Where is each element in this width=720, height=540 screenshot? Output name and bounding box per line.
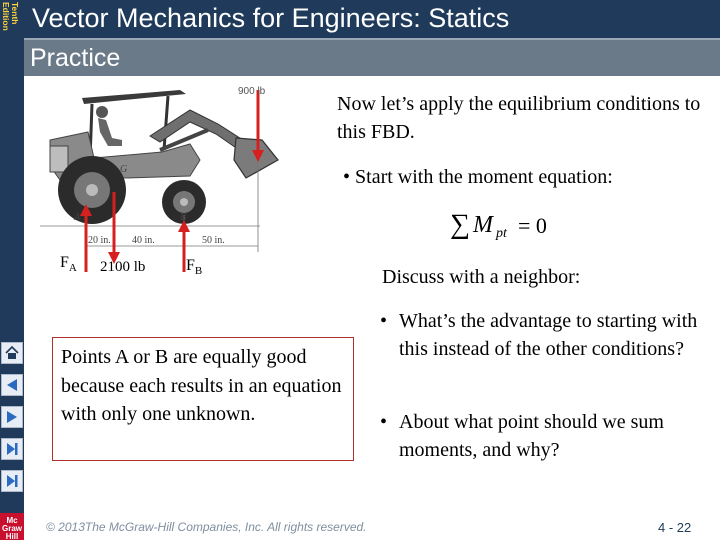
sidebar [0, 0, 24, 540]
next-button[interactable] [1, 438, 23, 460]
answer-note-box: Points A or B are equally good because each results in an equation with only one unknown. [52, 337, 354, 461]
publisher-logo-line-1: Mc [6, 516, 18, 525]
force-a-subscript: A [68, 262, 77, 275]
weight-label: 2100 lb [100, 259, 146, 275]
moment-equation [450, 208, 580, 248]
force-b-subscript: B [194, 265, 203, 278]
question-1-bullet: • [380, 310, 388, 332]
edition-line-1: Tenth [10, 2, 20, 25]
free-body-diagram [40, 80, 340, 280]
dimension-50: 50 in. [202, 235, 225, 246]
question-2-text: About what point should we sum moments, and why? [399, 411, 664, 461]
question-1 [380, 307, 710, 363]
page-number: 4 - 22 [658, 520, 692, 535]
dimension-40: 40 in. [132, 235, 155, 246]
force-a-symbol: F [60, 254, 69, 271]
load-label: 900 lb [238, 86, 266, 97]
tractor-illustration [40, 80, 340, 280]
question-2-bullet: • [380, 411, 388, 433]
moment-bullet-text: Start with the moment equation: [355, 166, 613, 188]
discuss-heading: Discuss with a neighbor: [382, 266, 581, 288]
home-icon [4, 345, 20, 361]
point-a-label: A [74, 212, 81, 223]
edition-label [1, 2, 21, 46]
question-1-text: What’s the advantage to starting with this instead of the other conditions? [399, 310, 698, 360]
force-a-label [60, 254, 77, 274]
dimension-20: 20 in. [88, 235, 111, 246]
force-b-label [186, 257, 202, 277]
page-title: Vector Mechanics for Engineers: Statics [32, 3, 510, 33]
publisher-logo-line-2: Graw [1, 524, 22, 533]
sigma-symbol: ∑ [450, 209, 470, 240]
edition-line-2: Edition [1, 2, 11, 31]
previous-icon [4, 377, 20, 393]
publisher-logo [0, 513, 24, 540]
copyright-notice: © 2013The McGraw-Hill Companies, Inc. All rights reserved. [46, 520, 367, 534]
home-button[interactable] [1, 342, 23, 364]
publisher-logo-line-3: Hill [5, 532, 19, 540]
moment-subscript: pt [496, 226, 507, 241]
question-2 [380, 408, 710, 464]
title-bar [24, 0, 720, 38]
moment-symbol: M [473, 212, 493, 238]
back-icon [4, 409, 20, 425]
equation-rhs: = 0 [518, 213, 547, 238]
last-button[interactable] [1, 470, 23, 492]
force-b-symbol: F [186, 257, 195, 274]
point-b-label: B [180, 212, 187, 223]
moment-bullet [343, 163, 613, 191]
back-button[interactable] [1, 406, 23, 428]
section-bar [24, 38, 720, 76]
previous-button[interactable] [1, 374, 23, 396]
last-icon [4, 473, 20, 489]
section-title: Practice [30, 44, 121, 72]
moment-bullet-mark: • [343, 166, 351, 188]
next-icon [4, 441, 20, 457]
point-g-label: G [120, 164, 128, 175]
lead-paragraph: Now let’s apply the equilibrium conditions to this FBD. [337, 93, 701, 143]
